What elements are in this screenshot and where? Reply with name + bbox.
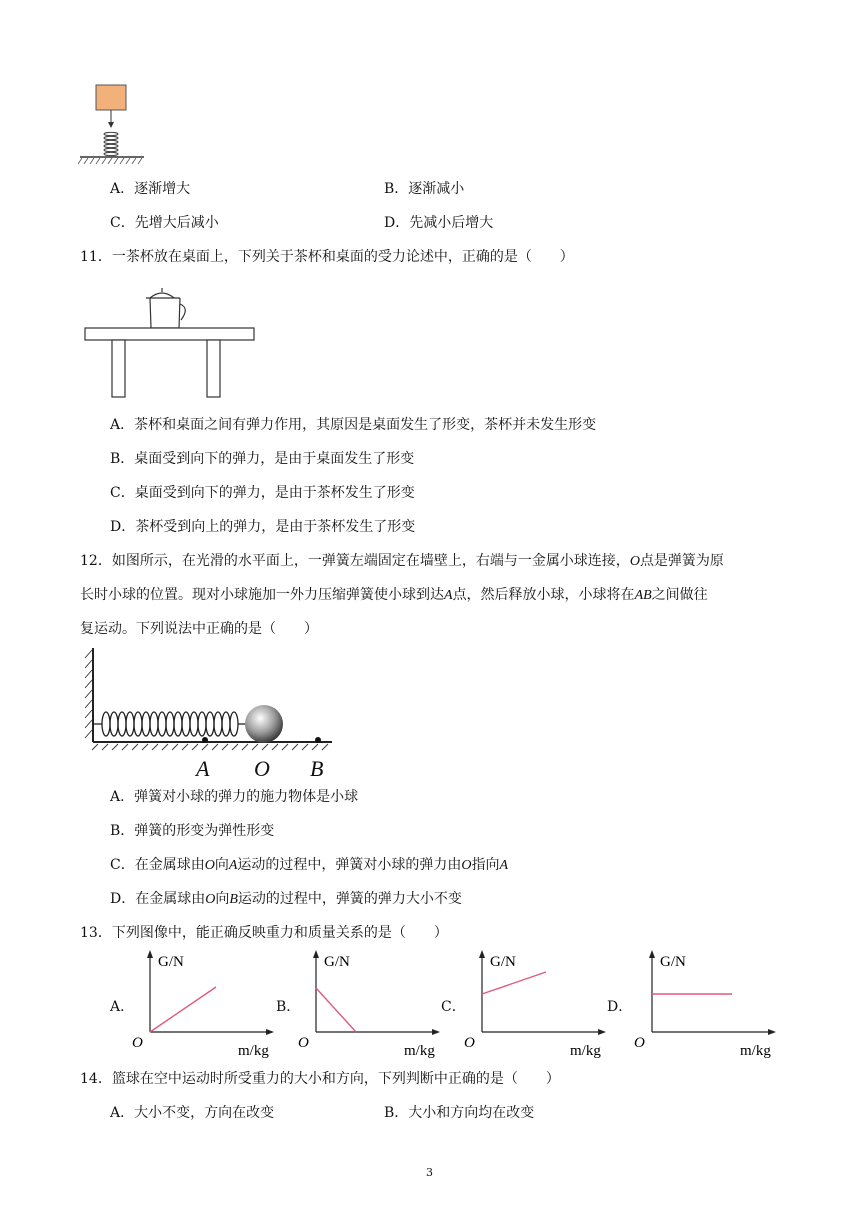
q14-option-b: B．大小和方向均在改变 xyxy=(384,1105,535,1121)
q11-option-d: D．茶杯受到向上的弹力，是由于茶杯发生了形变 xyxy=(110,519,416,535)
svg-text:m/kg: m/kg xyxy=(570,1043,601,1059)
q12-stem-line1: 12．如图所示，在光滑的水平面上，一弹簧左端固定在墙壁上，右端与一金属小球连接，O点是弹簧为原 xyxy=(80,553,724,569)
q12-figure-point-labels xyxy=(190,754,340,780)
q13-option-c-label: C． xyxy=(441,999,466,1015)
svg-text:G/N: G/N xyxy=(660,954,686,970)
q12-option-c: C．在金属球由O向A运动的过程中，弹簧对小球的弹力由O指向A xyxy=(110,857,509,873)
q13-stem: 13．下列图像中，能正确反映重力和质量关系的是（ ） xyxy=(80,925,448,941)
svg-text:m/kg: m/kg xyxy=(238,1043,269,1059)
q12-option-b: B．弹簧的形变为弹性形变 xyxy=(110,823,275,839)
q12-option-d: D．在金属球由O向B运动的过程中，弹簧的弹力大小不变 xyxy=(110,891,462,907)
q11-figure-cup-on-table xyxy=(84,286,256,400)
svg-text:G/N: G/N xyxy=(490,954,516,970)
q13-graph-d xyxy=(632,944,782,1062)
q12-stem-line3: 复运动。下列说法中正确的是（ ） xyxy=(80,621,318,637)
q14-option-a: A．大小不变，方向在改变 xyxy=(110,1105,275,1121)
q10-option-d: D．先减小后增大 xyxy=(384,215,494,231)
page-number: 3 xyxy=(426,1166,433,1179)
label-o: O xyxy=(254,756,270,780)
q13-option-b-label: B． xyxy=(276,999,301,1015)
svg-text:m/kg: m/kg xyxy=(404,1043,435,1059)
svg-text:O: O xyxy=(634,1035,645,1051)
q11-stem: 11．一茶杯放在桌面上，下列关于茶杯和桌面的受力论述中，正确的是（ ） xyxy=(80,249,574,265)
svg-text:O: O xyxy=(464,1035,475,1051)
label-b: B xyxy=(310,756,324,780)
svg-text:G/N: G/N xyxy=(324,954,350,970)
q13-option-d-label: D． xyxy=(607,999,633,1015)
svg-text:m/kg: m/kg xyxy=(740,1043,771,1059)
svg-text:G/N: G/N xyxy=(158,954,184,970)
q14-stem: 14．篮球在空中运动时所受重力的大小和方向，下列判断中正确的是（ ） xyxy=(80,1071,560,1087)
svg-text:O: O xyxy=(132,1035,143,1051)
q10-option-a: A．逐渐增大 xyxy=(110,181,191,197)
q12-option-a: A．弹簧对小球的弹力的施力物体是小球 xyxy=(110,789,359,805)
q11-option-b: B．桌面受到向下的弹力，是由于桌面发生了形变 xyxy=(110,451,415,467)
q10-option-c: C．先增大后减小 xyxy=(110,215,219,231)
q11-option-a: A．茶杯和桌面之间有弹力作用，其原因是桌面发生了形变，茶杯并未发生形变 xyxy=(110,417,597,433)
q13-option-a-label: A． xyxy=(110,999,135,1015)
svg-text:O: O xyxy=(298,1035,309,1051)
q13-graph-b xyxy=(296,944,446,1062)
q12-stem-line2: 长时小球的位置。现对小球施加一外力压缩弹簧使小球到达A点，然后释放小球，小球将在AB之间做往 xyxy=(80,587,708,603)
q11-option-c: C．桌面受到向下的弹力，是由于茶杯发生了形变 xyxy=(110,485,415,501)
label-a: A xyxy=(196,756,210,780)
q13-graph-a xyxy=(130,944,280,1062)
q13-graph-c xyxy=(462,944,612,1062)
q10-option-b: B．逐渐减小 xyxy=(384,181,465,197)
q10-figure-block-spring xyxy=(78,80,148,172)
